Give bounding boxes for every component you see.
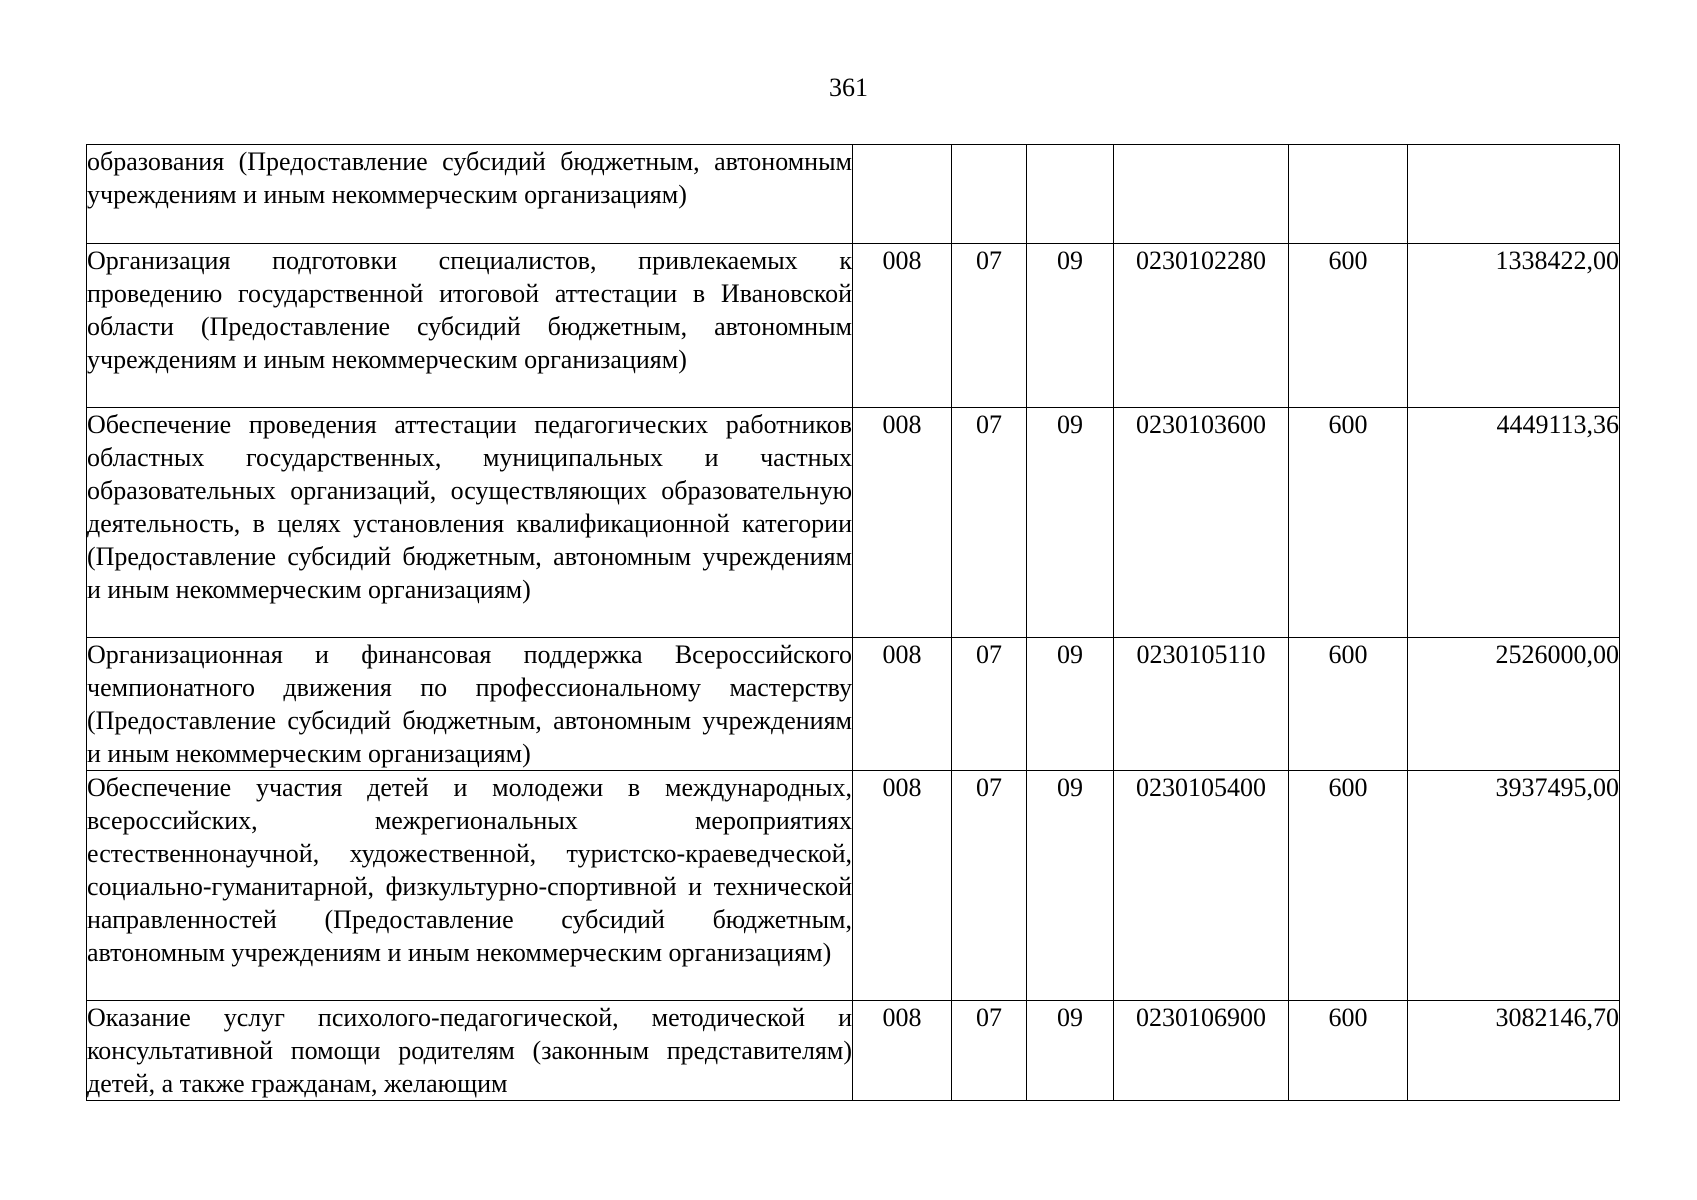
- row-description: Обеспечение проведения аттестации педагогических работников областных государственных, муниципальных и частных образовательных организаций, осуществляющих образовательную деятельность, в целях установления квалификационной категории (Предоставление субсидий бюджетным, автономным учреждениям и иным некоммерческим организациям): [87, 408, 853, 638]
- row-target-code: [1114, 145, 1289, 244]
- row-description: Организация подготовки специалистов, привлекаемых к проведению государственной итоговой аттестации в Ивановской области (Предоставление субсидий бюджетным, автономным учреждениям и иным некоммерческим организациям): [87, 244, 853, 408]
- row-description: Организационная и финансовая поддержка Всероссийского чемпионатного движения по профессиональному мастерству (Предоставление субсидий бюджетным, автономным учреждениям и иным некоммерческим организациям): [87, 638, 853, 771]
- row-amount: 1338422,00: [1408, 244, 1620, 408]
- row-target-code: 0230105400: [1114, 771, 1289, 1001]
- page-number: 361: [829, 73, 868, 102]
- row-subsection-code: 09: [1027, 1001, 1114, 1101]
- row-ministry-code: 008: [853, 244, 952, 408]
- row-subsection-code: 09: [1027, 408, 1114, 638]
- row-expense-type: 600: [1289, 638, 1408, 771]
- row-expense-type: [1289, 145, 1408, 244]
- row-target-code: 0230106900: [1114, 1001, 1289, 1101]
- row-amount: 2526000,00: [1408, 638, 1620, 771]
- row-subsection-code: [1027, 145, 1114, 244]
- row-ministry-code: 008: [853, 771, 952, 1001]
- row-target-code: 0230102280: [1114, 244, 1289, 408]
- row-subsection-code: 09: [1027, 244, 1114, 408]
- row-ministry-code: 008: [853, 1001, 952, 1101]
- row-description: Обеспечение участия детей и молодежи в международных, всероссийских, межрегиональных мероприятиях естественнонаучной, художественной, туристско-краеведческой, социально-гуманитарной, физкультурно-спортивной и технической направленностей (Предоставление субсидий бюджетным, автономным учреждениям и иным некоммерческим организациям): [87, 771, 853, 1001]
- row-section-code: 07: [952, 408, 1027, 638]
- table-row: [87, 244, 1620, 408]
- row-ministry-code: [853, 145, 952, 244]
- row-section-code: 07: [952, 638, 1027, 771]
- row-section-code: 07: [952, 244, 1027, 408]
- row-expense-type: 600: [1289, 771, 1408, 1001]
- row-ministry-code: 008: [853, 408, 952, 638]
- row-amount: 3082146,70: [1408, 1001, 1620, 1101]
- table-row: [87, 408, 1620, 638]
- row-target-code: 0230103600: [1114, 408, 1289, 638]
- row-section-code: [952, 145, 1027, 244]
- row-expense-type: 600: [1289, 244, 1408, 408]
- row-expense-type: 600: [1289, 1001, 1408, 1101]
- row-subsection-code: 09: [1027, 638, 1114, 771]
- budget-table: [86, 144, 1620, 1101]
- row-section-code: 07: [952, 771, 1027, 1001]
- row-expense-type: 600: [1289, 408, 1408, 638]
- row-amount: 4449113,36: [1408, 408, 1620, 638]
- table-row: [87, 145, 1620, 244]
- row-section-code: 07: [952, 1001, 1027, 1101]
- row-amount: 3937495,00: [1408, 771, 1620, 1001]
- table-row: [87, 638, 1620, 771]
- row-amount: [1408, 145, 1620, 244]
- row-description: Оказание услуг психолого-педагогической, методической и консультативной помощи родителям (законным представителям) детей, а также гражданам, желающим: [87, 1001, 853, 1101]
- table-row: [87, 771, 1620, 1001]
- row-subsection-code: 09: [1027, 771, 1114, 1001]
- row-description: образования (Предоставление субсидий бюджетным, автономным учреждениям и иным некоммерческим организациям): [87, 145, 853, 244]
- table-row: [87, 1001, 1620, 1101]
- row-ministry-code: 008: [853, 638, 952, 771]
- row-target-code: 0230105110: [1114, 638, 1289, 771]
